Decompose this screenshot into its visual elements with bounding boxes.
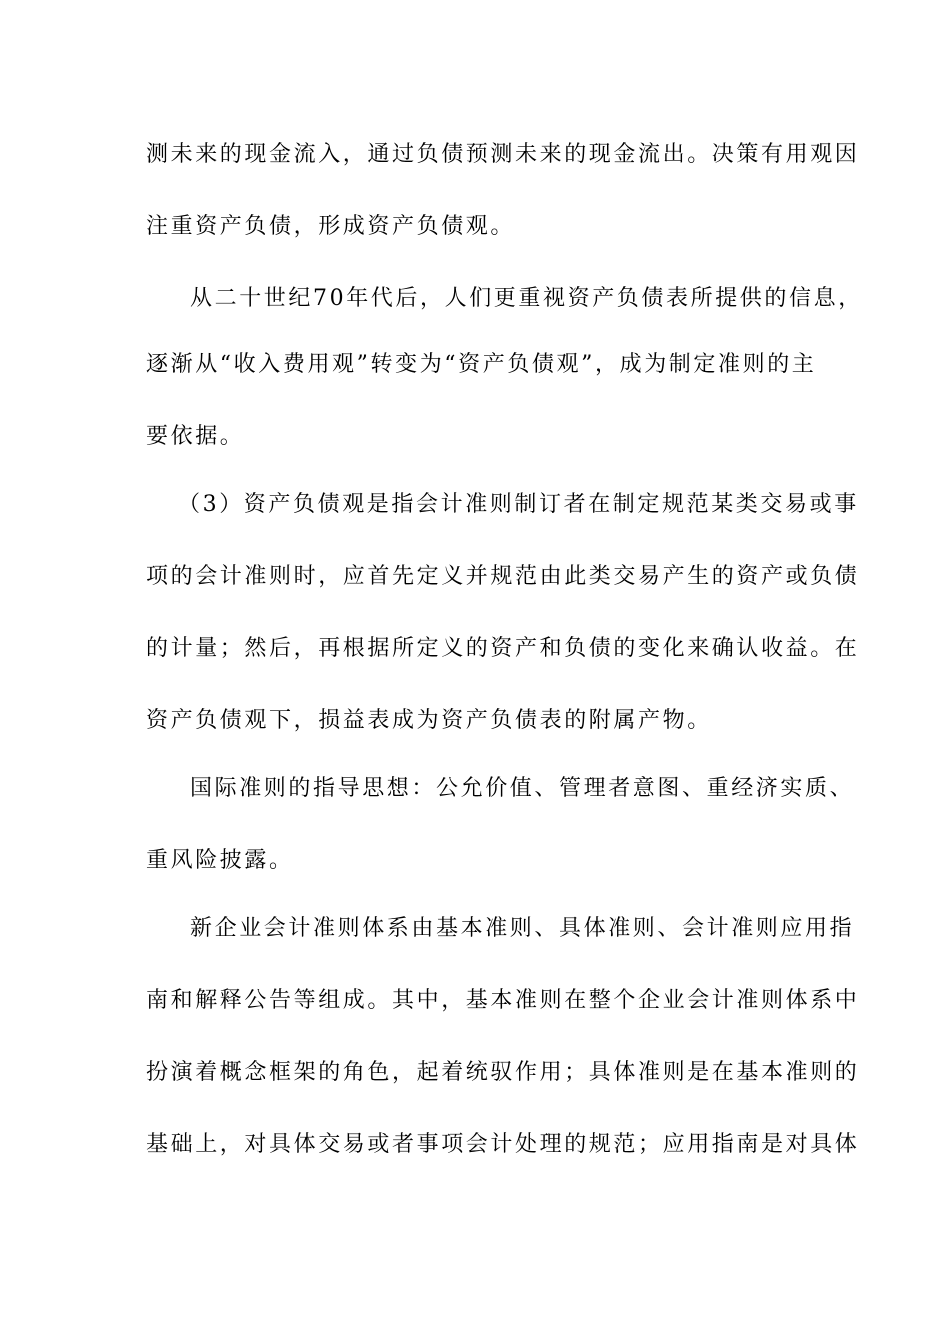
text-line: 注重资产负债，形成资产负债观。 — [146, 214, 516, 239]
paragraph-start-line: （3）资产负债观是指会计准则制订者在制定规范某类交易或事 — [178, 492, 859, 517]
text-line: 项的会计准则时，应首先定义并规范由此类交易产生的资产或负债 — [146, 564, 860, 589]
text-line: 的计量；然后，再根据所定义的资产和负债的变化来确认收益。在 — [146, 636, 860, 661]
text-line: 扮演着概念框架的角色，起着统驭作用；具体准则是在基本准则的 — [146, 1060, 860, 1085]
text-line: 测未来的现金流入，通过负债预测未来的现金流出。决策有用观因 — [146, 142, 860, 167]
text-line: 南和解释公告等组成。其中，基本准则在整个企业会计准则体系中 — [146, 988, 860, 1013]
paragraph-start-line: 从二十世纪70年代后，人们更重视资产负债表所提供的信息， — [190, 286, 863, 311]
text-line: 逐渐从“收入费用观”转变为“资产负债观”，成为制定准则的主 — [146, 352, 817, 377]
paragraph-start-line: 国际准则的指导思想：公允价值、管理者意图、重经济实质、 — [190, 776, 855, 801]
text-line: 要依据。 — [146, 424, 245, 449]
text-line: 基础上，对具体交易或者事项会计处理的规范；应用指南是对具体 — [146, 1132, 860, 1157]
paragraph-start-line: 新企业会计准则体系由基本准则、具体准则、会计准则应用指 — [190, 916, 855, 941]
text-line: 重风险披露。 — [146, 848, 294, 873]
text-line: 资产负债观下，损益表成为资产负债表的附属产物。 — [146, 708, 712, 733]
